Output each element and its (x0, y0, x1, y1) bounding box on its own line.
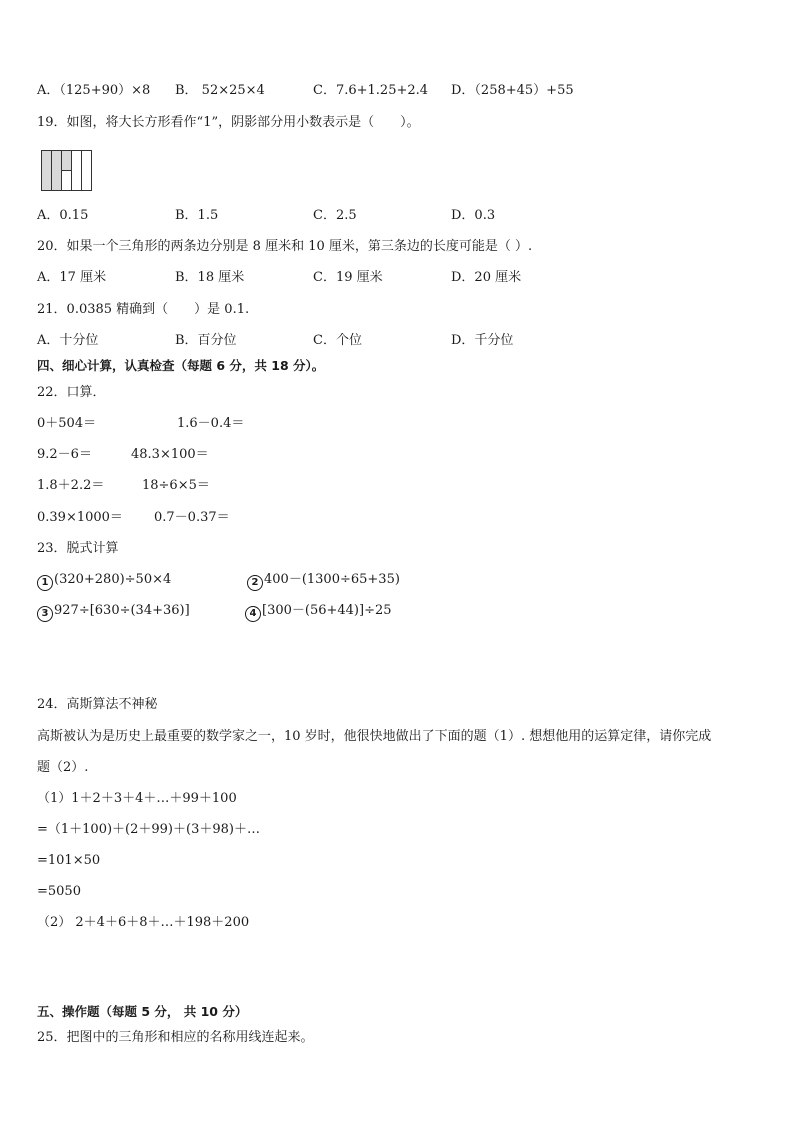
q24-title: 24．高斯算法不神秘 (37, 697, 158, 712)
q20-option-c: C．19 厘米 (313, 270, 383, 285)
q19-rectangle-figure (41, 150, 93, 192)
q23-expr: 400－(1300÷65+35) (264, 572, 400, 587)
circled-number-4: 4 (245, 606, 261, 622)
q23-item-4 (245, 602, 392, 622)
circled-number-2: 2 (247, 575, 263, 591)
q21-question: 21．0.0385 精确到（ ）是 0.1. (37, 302, 250, 317)
q24-line: =5050 (37, 884, 81, 899)
q23-expr: [300－(56+44)]÷25 (262, 603, 392, 618)
q19-option-c: C．2.5 (313, 208, 357, 223)
q19-option-d: D．0.3 (451, 208, 496, 223)
q19-option-b: B．1.5 (175, 208, 219, 223)
q23-item-1 (37, 571, 171, 591)
q22-item: 1.8＋2.2＝ (37, 478, 105, 493)
q22-title: 22．口算． (37, 385, 106, 400)
q18-option-a: A．（125+90）×8 (37, 83, 151, 98)
q22-item: 0.39×1000＝ (37, 510, 123, 525)
q22-item: 1.6－0.4＝ (177, 416, 245, 431)
q20-option-a: A．17 厘米 (37, 270, 107, 285)
q24-description-cont: 题（2）. (37, 760, 89, 775)
q23-title: 23．脱式计算 (37, 541, 119, 556)
q24-line: =101×50 (37, 853, 101, 868)
section4-title: 四、细心计算，认真检查（每题 6 分，共 18 分）。 (37, 358, 325, 373)
q22-item: 18÷6×5＝ (142, 478, 210, 493)
q19-question: 19．如图，将大长方形看作“1”，阴影部分用小数表示是（ ）。 (37, 115, 420, 130)
q24-line: =（1＋100)＋(2＋99)＋(3＋98)＋… (37, 822, 260, 837)
section5-title: 五、操作题（每题 5 分， 共 10 分） (37, 1004, 248, 1019)
q22-item: 0＋504＝ (37, 416, 97, 431)
q21-option-d: D．千分位 (451, 333, 514, 348)
q20-question: 20．如果一个三角形的两条边分别是 8 厘米和 10 厘米，第三条边的长度可能是（ ）. (37, 239, 533, 254)
q21-option-a: A．十分位 (37, 333, 99, 348)
q23-expr: (320+280)÷50×4 (54, 572, 172, 587)
q21-option-b: B．百分位 (175, 333, 237, 348)
q24-line: （1）1＋2＋3＋4＋…＋99＋100 (37, 791, 237, 806)
q22-item: 9.2－6＝ (37, 447, 92, 462)
circled-number-1: 1 (37, 575, 53, 591)
q24-line: （2） 2＋4＋6＋8＋…＋198＋200 (37, 915, 250, 930)
q18-option-c: C．7.6+1.25+2.4 (313, 83, 429, 98)
q22-item: 0.7－0.37＝ (154, 510, 230, 525)
q20-option-b: B．18 厘米 (175, 270, 245, 285)
q18-option-b: B． 52×25×4 (175, 83, 265, 98)
circled-number-3: 3 (37, 606, 53, 622)
q18-option-d: D．（258+45）+55 (451, 83, 574, 98)
q25-question: 25．把图中的三角形和相应的名称用线连起来。 (37, 1030, 314, 1045)
q22-item: 48.3×100＝ (131, 447, 209, 462)
q23-item-3 (37, 602, 190, 622)
q20-option-d: D．20 厘米 (451, 270, 522, 285)
q24-description: 高斯被认为是历史上最重要的数学家之一，10 岁时，他很快地做出了下面的题（1）. 想想他用的运算定律，请你完成 (37, 729, 712, 744)
q19-option-a: A．0.15 (37, 208, 89, 223)
q23-item-2 (247, 571, 400, 591)
q21-option-c: C．个位 (313, 333, 362, 348)
q23-expr: 927÷[630÷(34+36)] (54, 603, 190, 618)
